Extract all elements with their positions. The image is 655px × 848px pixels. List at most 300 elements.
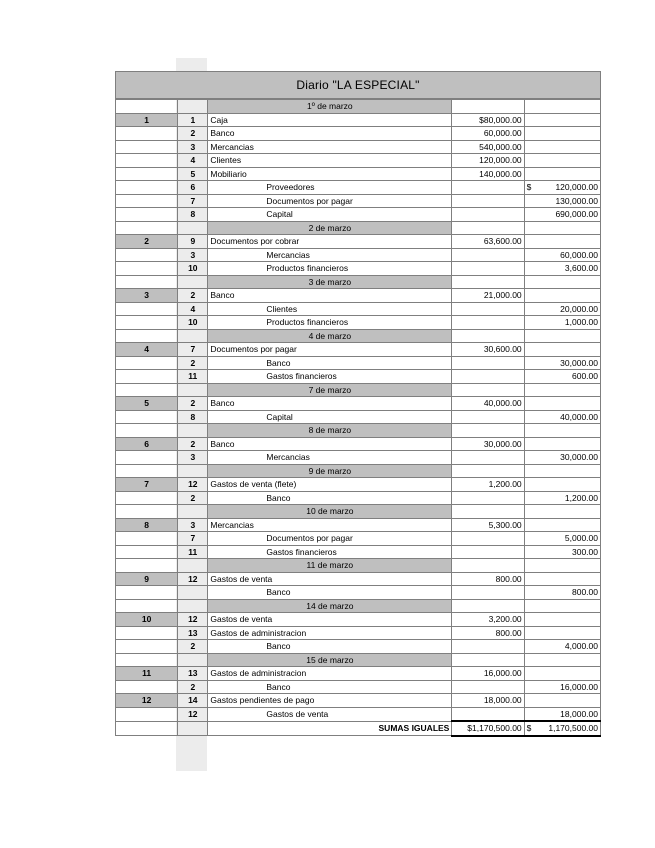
- entry-number-cell: 4: [116, 343, 178, 357]
- entry-number-cell: [116, 248, 178, 262]
- entry-number-cell: [116, 194, 178, 208]
- entry-number-cell: [116, 680, 178, 694]
- debit-cell: 1,200.00: [452, 478, 524, 492]
- journal-body: [116, 100, 601, 736]
- debit-cell: 120,000.00: [452, 154, 524, 168]
- credit-amount: 800.00: [572, 587, 598, 598]
- date-row: [116, 275, 601, 289]
- entry-number-cell: [116, 100, 178, 114]
- credit-cell: [524, 356, 600, 370]
- journal-sheet: [115, 71, 601, 737]
- account-code-cell: 8: [178, 410, 208, 424]
- debit-cell: 30,000.00: [452, 437, 524, 451]
- account-code-cell: 2: [178, 491, 208, 505]
- account-code-cell: 4: [178, 302, 208, 316]
- account-code-cell: 2: [178, 356, 208, 370]
- credit-cell: [524, 626, 600, 640]
- credit-cell: [524, 518, 600, 532]
- journal-entry-row: [116, 316, 601, 330]
- debit-cell: [452, 680, 524, 694]
- account-code-cell: [178, 221, 208, 235]
- entry-number-cell: 1: [116, 113, 178, 127]
- debit-cell: [452, 221, 524, 235]
- account-code-cell: [178, 599, 208, 613]
- debit-cell: [452, 545, 524, 559]
- credit-amount: 20,000.00: [560, 303, 598, 314]
- credit-cell: [524, 181, 600, 195]
- credit-cell: [524, 262, 600, 276]
- debit-cell: [452, 194, 524, 208]
- journal-entry-row: [116, 545, 601, 559]
- credit-cell: [524, 707, 600, 721]
- debit-cell: [452, 424, 524, 438]
- account-code-cell: 7: [178, 194, 208, 208]
- credit-cell: [524, 329, 600, 343]
- account-name-cell: Banco: [208, 680, 452, 694]
- debit-cell: [452, 586, 524, 600]
- credit-cell: [524, 316, 600, 330]
- credit-cell: [524, 221, 600, 235]
- debit-cell: [452, 383, 524, 397]
- account-name-cell: Documentos por pagar: [208, 343, 452, 357]
- account-name-cell: Productos financieros: [208, 262, 452, 276]
- entry-number-cell: [116, 505, 178, 519]
- account-name-cell: Gastos de venta: [208, 572, 452, 586]
- account-code-cell: 9: [178, 235, 208, 249]
- account-name-cell: Gastos de venta: [208, 613, 452, 627]
- account-code-cell: 1: [178, 113, 208, 127]
- entry-number-cell: [116, 154, 178, 168]
- account-code-cell: 4: [178, 154, 208, 168]
- date-header: 15 de marzo: [208, 653, 452, 667]
- account-code-cell: 3: [178, 140, 208, 154]
- journal-entry-row: [116, 127, 601, 141]
- credit-cell: [524, 275, 600, 289]
- debit-cell: [452, 181, 524, 195]
- date-header: 7 de marzo: [208, 383, 452, 397]
- credit-cell: [524, 586, 600, 600]
- debit-cell: [452, 302, 524, 316]
- debit-cell: 63,600.00: [452, 235, 524, 249]
- credit-cell: [524, 545, 600, 559]
- entry-number-cell: 2: [116, 235, 178, 249]
- journal-entry-row: [116, 478, 601, 492]
- entry-number-cell: [116, 302, 178, 316]
- journal-entry-row: [116, 235, 601, 249]
- entry-number-cell: [116, 275, 178, 289]
- account-name-cell: Mercancias: [208, 451, 452, 465]
- journal-title: Diario "LA ESPECIAL": [115, 71, 601, 99]
- date-row: [116, 559, 601, 573]
- date-row: [116, 329, 601, 343]
- date-header: 10 de marzo: [208, 505, 452, 519]
- debit-cell: 540,000.00: [452, 140, 524, 154]
- account-name-cell: Banco: [208, 127, 452, 141]
- entry-number-cell: [116, 127, 178, 141]
- credit-cell: [524, 613, 600, 627]
- account-code-cell: [178, 100, 208, 114]
- account-name-cell: Banco: [208, 586, 452, 600]
- debit-cell: [452, 356, 524, 370]
- entry-number-cell: [116, 262, 178, 276]
- credit-amount: 120,000.00: [555, 182, 598, 193]
- debit-cell: 18,000.00: [452, 694, 524, 708]
- account-name-cell: Productos financieros: [208, 316, 452, 330]
- entry-number-cell: [116, 383, 178, 397]
- entry-number-cell: [116, 707, 178, 721]
- account-code-cell: 10: [178, 262, 208, 276]
- credit-amount: 1,200.00: [564, 492, 598, 503]
- account-code-cell: [178, 559, 208, 573]
- entry-number-cell: [116, 140, 178, 154]
- account-code-cell: 8: [178, 208, 208, 222]
- credit-amount: 5,000.00: [564, 533, 598, 544]
- account-name-cell: Capital: [208, 208, 452, 222]
- credit-amount: 600.00: [572, 371, 598, 382]
- debit-cell: [452, 707, 524, 721]
- account-name-cell: Caja: [208, 113, 452, 127]
- account-name-cell: Banco: [208, 397, 452, 411]
- journal-entry-row: [116, 491, 601, 505]
- entry-number-cell: [116, 599, 178, 613]
- account-code-cell: [178, 653, 208, 667]
- debit-cell: 3,200.00: [452, 613, 524, 627]
- account-code-cell: 2: [178, 127, 208, 141]
- credit-cell: [524, 154, 600, 168]
- credit-amount: 30,000.00: [560, 452, 598, 463]
- entry-number-cell: [116, 316, 178, 330]
- account-name-cell: Gastos financieros: [208, 545, 452, 559]
- account-name-cell: Banco: [208, 356, 452, 370]
- debit-cell: $80,000.00: [452, 113, 524, 127]
- debit-cell: 21,000.00: [452, 289, 524, 303]
- date-row: [116, 599, 601, 613]
- debit-cell: [452, 275, 524, 289]
- account-name-cell: Proveedores: [208, 181, 452, 195]
- date-header: 14 de marzo: [208, 599, 452, 613]
- account-code-cell: 2: [178, 680, 208, 694]
- credit-cell: [524, 437, 600, 451]
- account-code-cell: 7: [178, 532, 208, 546]
- journal-entry-row: [116, 343, 601, 357]
- date-header: 3 de marzo: [208, 275, 452, 289]
- journal-entry-row: [116, 248, 601, 262]
- journal-entry-row: [116, 113, 601, 127]
- account-code-cell: [178, 586, 208, 600]
- journal-entry-row: [116, 694, 601, 708]
- credit-cell: [524, 383, 600, 397]
- debit-cell: 800.00: [452, 572, 524, 586]
- account-code-cell: 12: [178, 613, 208, 627]
- account-name-cell: Mercancias: [208, 248, 452, 262]
- journal-entry-row: [116, 181, 601, 195]
- entry-number-cell: [116, 167, 178, 181]
- entry-number-cell: [116, 451, 178, 465]
- credit-cell: [524, 167, 600, 181]
- total-debit: $1,170,500.00: [452, 721, 524, 736]
- account-code-cell: 2: [178, 289, 208, 303]
- entry-number-cell: 9: [116, 572, 178, 586]
- entry-number-cell: [116, 653, 178, 667]
- debit-cell: [452, 653, 524, 667]
- credit-amount: 40,000.00: [560, 411, 598, 422]
- account-code-cell: 13: [178, 626, 208, 640]
- account-code-cell: 12: [178, 572, 208, 586]
- credit-cell: [524, 599, 600, 613]
- account-code-cell: 12: [178, 707, 208, 721]
- credit-amount: 16,000.00: [560, 681, 598, 692]
- currency-symbol: $: [526, 723, 532, 734]
- credit-cell: [524, 464, 600, 478]
- journal-entry-row: [116, 667, 601, 681]
- account-name-cell: Mercancias: [208, 140, 452, 154]
- credit-cell: [524, 653, 600, 667]
- journal-entry-row: [116, 410, 601, 424]
- journal-entry-row: [116, 437, 601, 451]
- journal-entry-row: [116, 613, 601, 627]
- credit-cell: [524, 113, 600, 127]
- debit-cell: [452, 491, 524, 505]
- entry-number-cell: [116, 424, 178, 438]
- journal-entry-row: [116, 640, 601, 654]
- entry-number-cell: [116, 410, 178, 424]
- entry-number-cell: 11: [116, 667, 178, 681]
- date-header: 11 de marzo: [208, 559, 452, 573]
- account-code-cell: [178, 464, 208, 478]
- total-credit-cell: [524, 721, 600, 736]
- entry-number-cell: 3: [116, 289, 178, 303]
- account-name-cell: Gastos de venta (flete): [208, 478, 452, 492]
- credit-cell: [524, 451, 600, 465]
- date-row: [116, 100, 601, 114]
- credit-cell: [524, 424, 600, 438]
- totals-label: SUMAS IGUALES: [208, 721, 452, 736]
- account-name-cell: Gastos de administracion: [208, 667, 452, 681]
- account-name-cell: Mercancias: [208, 518, 452, 532]
- account-code-cell: [178, 329, 208, 343]
- credit-cell: [524, 248, 600, 262]
- account-code-cell: 2: [178, 397, 208, 411]
- entry-number-cell: [116, 329, 178, 343]
- account-name-cell: Gastos de venta: [208, 707, 452, 721]
- journal-entry-row: [116, 518, 601, 532]
- credit-cell: [524, 397, 600, 411]
- account-code-cell: 3: [178, 248, 208, 262]
- account-name-cell: Capital: [208, 410, 452, 424]
- account-code-cell: 2: [178, 640, 208, 654]
- credit-cell: [524, 572, 600, 586]
- account-code-cell: 6: [178, 181, 208, 195]
- account-code-cell: 3: [178, 451, 208, 465]
- journal-entry-row: [116, 302, 601, 316]
- entry-number-cell: [116, 491, 178, 505]
- credit-cell: [524, 640, 600, 654]
- debit-cell: 30,600.00: [452, 343, 524, 357]
- account-code-cell: [178, 383, 208, 397]
- account-code-cell: 5: [178, 167, 208, 181]
- currency-symbol: $: [526, 182, 532, 193]
- account-code-cell: 3: [178, 518, 208, 532]
- entry-number-cell: [116, 721, 178, 736]
- journal-entry-row: [116, 154, 601, 168]
- entry-number-cell: [116, 356, 178, 370]
- date-header: 1º de marzo: [208, 100, 452, 114]
- credit-cell: [524, 100, 600, 114]
- credit-cell: [524, 370, 600, 384]
- account-code-cell: [178, 275, 208, 289]
- debit-cell: 140,000.00: [452, 167, 524, 181]
- credit-amount: 60,000.00: [560, 249, 598, 260]
- entry-number-cell: 5: [116, 397, 178, 411]
- credit-cell: [524, 208, 600, 222]
- journal-entry-row: [116, 356, 601, 370]
- entry-number-cell: [116, 181, 178, 195]
- journal-entry-row: [116, 167, 601, 181]
- journal-entry-row: [116, 397, 601, 411]
- credit-cell: [524, 491, 600, 505]
- debit-cell: [452, 451, 524, 465]
- credit-amount: 130,000.00: [555, 195, 598, 206]
- debit-cell: 800.00: [452, 626, 524, 640]
- date-row: [116, 221, 601, 235]
- account-name-cell: Banco: [208, 437, 452, 451]
- entry-number-cell: [116, 545, 178, 559]
- journal-entry-row: [116, 572, 601, 586]
- credit-cell: [524, 559, 600, 573]
- credit-cell: [524, 667, 600, 681]
- entry-number-cell: [116, 370, 178, 384]
- journal-entry-row: [116, 707, 601, 721]
- journal-entry-row: [116, 532, 601, 546]
- account-code-cell: 14: [178, 694, 208, 708]
- account-name-cell: Clientes: [208, 302, 452, 316]
- journal-table: [115, 99, 601, 737]
- debit-cell: 40,000.00: [452, 397, 524, 411]
- credit-cell: [524, 410, 600, 424]
- date-header: 2 de marzo: [208, 221, 452, 235]
- account-code-cell: 12: [178, 478, 208, 492]
- entry-number-cell: [116, 586, 178, 600]
- date-row: [116, 464, 601, 478]
- credit-cell: [524, 532, 600, 546]
- entry-number-cell: [116, 221, 178, 235]
- entry-number-cell: [116, 532, 178, 546]
- account-name-cell: Clientes: [208, 154, 452, 168]
- credit-cell: [524, 680, 600, 694]
- credit-cell: [524, 194, 600, 208]
- date-row: [116, 424, 601, 438]
- debit-cell: [452, 532, 524, 546]
- debit-cell: [452, 370, 524, 384]
- credit-cell: [524, 343, 600, 357]
- journal-entry-row: [116, 370, 601, 384]
- date-row: [116, 653, 601, 667]
- journal-entry-row: [116, 194, 601, 208]
- account-code-cell: [178, 424, 208, 438]
- entry-number-cell: [116, 208, 178, 222]
- debit-cell: [452, 464, 524, 478]
- account-code-cell: 10: [178, 316, 208, 330]
- debit-cell: [452, 329, 524, 343]
- date-header: 9 de marzo: [208, 464, 452, 478]
- debit-cell: [452, 410, 524, 424]
- entry-number-cell: [116, 464, 178, 478]
- date-row: [116, 383, 601, 397]
- account-code-cell: 2: [178, 437, 208, 451]
- credit-cell: [524, 478, 600, 492]
- credit-amount: 4,000.00: [564, 641, 598, 652]
- entry-number-cell: [116, 640, 178, 654]
- credit-amount: 300.00: [572, 546, 598, 557]
- journal-entry-row: [116, 140, 601, 154]
- debit-cell: [452, 248, 524, 262]
- account-code-cell: [178, 721, 208, 736]
- credit-amount: 30,000.00: [560, 357, 598, 368]
- account-name-cell: Mobiliario: [208, 167, 452, 181]
- account-name-cell: Gastos de administracion: [208, 626, 452, 640]
- account-name-cell: Banco: [208, 491, 452, 505]
- account-code-cell: 7: [178, 343, 208, 357]
- account-name-cell: Gastos financieros: [208, 370, 452, 384]
- credit-amount: 690,000.00: [555, 209, 598, 220]
- account-name-cell: Banco: [208, 640, 452, 654]
- account-name-cell: Documentos por pagar: [208, 194, 452, 208]
- debit-cell: [452, 559, 524, 573]
- date-header: 4 de marzo: [208, 329, 452, 343]
- journal-entry-row: [116, 626, 601, 640]
- debit-cell: [452, 208, 524, 222]
- account-code-cell: [178, 505, 208, 519]
- credit-cell: [524, 289, 600, 303]
- totals-row: [116, 721, 601, 736]
- journal-entry-row: [116, 680, 601, 694]
- entry-number-cell: 10: [116, 613, 178, 627]
- credit-amount: 3,600.00: [564, 263, 598, 274]
- total-credit: 1,170,500.00: [548, 723, 598, 734]
- account-name-cell: Documentos por pagar: [208, 532, 452, 546]
- debit-cell: [452, 100, 524, 114]
- debit-cell: [452, 262, 524, 276]
- account-code-cell: 13: [178, 667, 208, 681]
- account-name-cell: Banco: [208, 289, 452, 303]
- journal-entry-row: [116, 451, 601, 465]
- debit-cell: 60,000.00: [452, 127, 524, 141]
- journal-entry-row: [116, 262, 601, 276]
- entry-number-cell: 7: [116, 478, 178, 492]
- debit-cell: [452, 505, 524, 519]
- credit-cell: [524, 694, 600, 708]
- date-row: [116, 505, 601, 519]
- debit-cell: [452, 316, 524, 330]
- debit-cell: [452, 640, 524, 654]
- entry-number-cell: 8: [116, 518, 178, 532]
- date-header: 8 de marzo: [208, 424, 452, 438]
- entry-number-cell: [116, 559, 178, 573]
- debit-cell: 16,000.00: [452, 667, 524, 681]
- account-name-cell: Gastos pendientes de pago: [208, 694, 452, 708]
- entry-number-cell: 12: [116, 694, 178, 708]
- debit-cell: 5,300.00: [452, 518, 524, 532]
- journal-entry-row: [116, 208, 601, 222]
- credit-cell: [524, 235, 600, 249]
- journal-entry-row: [116, 289, 601, 303]
- credit-amount: 18,000.00: [560, 708, 598, 719]
- credit-amount: 1,000.00: [564, 317, 598, 328]
- journal-entry-row: [116, 586, 601, 600]
- entry-number-cell: 6: [116, 437, 178, 451]
- credit-cell: [524, 302, 600, 316]
- credit-cell: [524, 127, 600, 141]
